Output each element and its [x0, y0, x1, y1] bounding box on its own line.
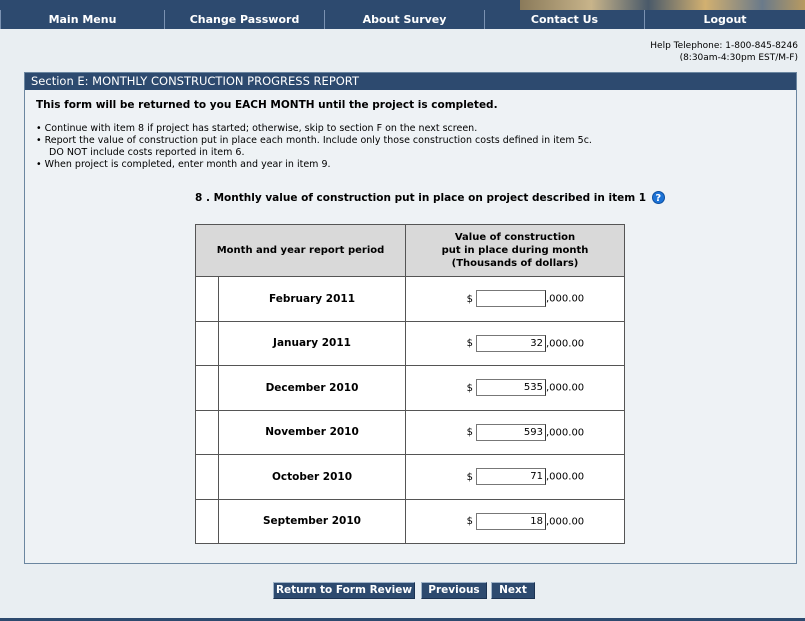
currency-symbol: $ — [466, 382, 473, 394]
currency-symbol: $ — [466, 471, 473, 483]
currency-symbol: $ — [466, 338, 473, 350]
table-row — [196, 366, 625, 411]
nav-about-survey[interactable]: About Survey — [324, 10, 484, 29]
monthly-value-table — [195, 224, 625, 544]
table-row — [196, 455, 625, 500]
period-label: September 2010 — [219, 499, 406, 544]
period-label: December 2010 — [219, 366, 406, 411]
table-row — [196, 277, 625, 322]
value-input[interactable]: 71 — [476, 468, 546, 485]
table-row — [196, 410, 625, 455]
value-input[interactable]: 18 — [476, 513, 546, 530]
nav-change-password[interactable]: Change Password — [164, 10, 324, 29]
question-8 — [195, 191, 665, 204]
help-hours: (8:30am-4:30pm EST/M-F) — [679, 53, 798, 63]
currency-symbol: $ — [466, 427, 473, 439]
nav-main-menu[interactable]: Main Menu — [0, 10, 164, 29]
header-value: Value of construction put in place during month (Thousands of dollars) — [406, 225, 625, 277]
section-intro: This form will be returned to you EACH MONTH until the project is completed. — [36, 99, 498, 111]
nav-contact-us[interactable]: Contact Us — [484, 10, 644, 29]
value-suffix: ,000.00 — [546, 427, 585, 439]
table-row — [196, 321, 625, 366]
value-suffix: ,000.00 — [546, 293, 585, 305]
header-banner-image — [520, 0, 805, 10]
currency-symbol: $ — [466, 516, 473, 528]
value-input[interactable]: 535 — [476, 379, 546, 396]
nav-logout[interactable]: Logout — [644, 10, 805, 29]
value-input[interactable]: 32 — [476, 335, 546, 352]
help-telephone-number: Help Telephone: 1-800-845-8246 — [650, 41, 798, 51]
instructions-list — [36, 123, 592, 171]
instruction-item: • Report the value of construction put in place each month. Include only those construction costs defined in item 5c. — [36, 135, 592, 146]
return-to-form-review-button[interactable]: Return to Form Review — [273, 582, 415, 599]
top-navigation — [0, 0, 805, 29]
header-period: Month and year report period — [196, 225, 406, 277]
period-label: November 2010 — [219, 410, 406, 455]
currency-symbol: $ — [466, 293, 473, 305]
next-button[interactable]: Next — [491, 582, 535, 599]
section-title: Section E: MONTHLY CONSTRUCTION PROGRESS REPORT — [25, 73, 796, 90]
value-suffix: ,000.00 — [546, 338, 585, 350]
value-input[interactable]: 593 — [476, 424, 546, 441]
help-telephone — [650, 40, 798, 64]
value-suffix: ,000.00 — [546, 471, 585, 483]
instruction-item: DO NOT include costs reported in item 6. — [49, 147, 245, 158]
section-panel — [24, 72, 797, 564]
period-label: February 2011 — [219, 277, 406, 322]
period-label: January 2011 — [219, 321, 406, 366]
table-header-row — [196, 225, 625, 277]
value-suffix: ,000.00 — [546, 516, 585, 528]
instruction-item: • Continue with item 8 if project has started; otherwise, skip to section F on the next screen. — [36, 123, 478, 134]
value-suffix: ,000.00 — [546, 382, 585, 394]
instruction-item: • When project is completed, enter month and year in item 9. — [36, 159, 331, 170]
period-label: October 2010 — [219, 455, 406, 500]
previous-button[interactable]: Previous — [421, 582, 487, 599]
question-8-label: 8 . Monthly value of construction put in place on project described in item 1 — [195, 192, 647, 204]
table-row — [196, 499, 625, 544]
help-icon[interactable]: ? — [652, 191, 665, 204]
value-input[interactable] — [476, 290, 546, 307]
